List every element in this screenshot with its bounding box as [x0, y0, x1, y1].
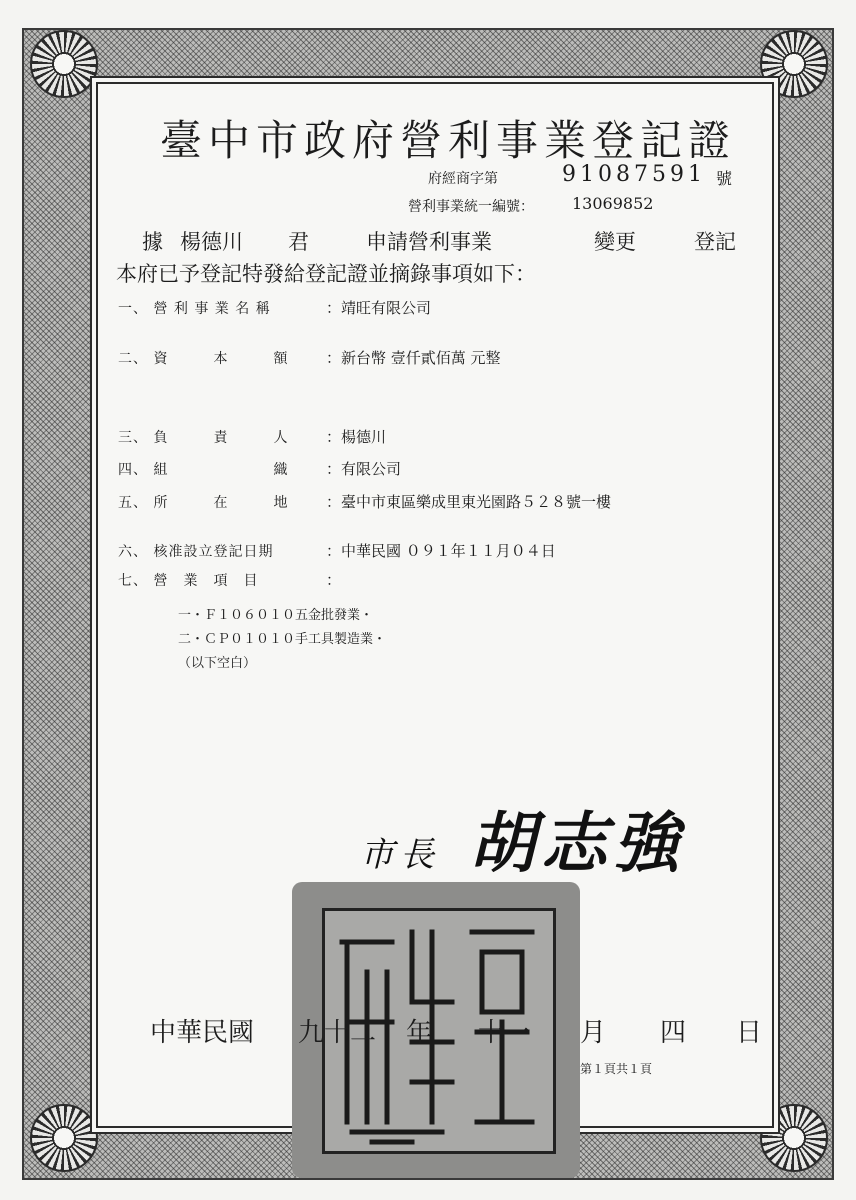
- corner-emblem-icon: [30, 30, 98, 98]
- intro-word: 君: [288, 230, 309, 254]
- field-label: 五、 所 在 地: [118, 495, 289, 511]
- field-label: 六、 核准設立登記日期: [118, 544, 274, 560]
- intro-statement: 本府已予登記特發給登記證並摘錄事項如下：: [116, 262, 536, 286]
- date-month-unit: 月: [580, 1018, 607, 1048]
- field-label: 一、 營 利 事 業 名 稱: [118, 301, 271, 317]
- application-type: 申請營利事業: [366, 230, 492, 254]
- unified-number-label: 營利事業統一編號：: [408, 199, 534, 215]
- field-value: ：中華民國 ０９１年１１月０４日: [326, 542, 556, 560]
- field-label: 二、 資 本 額: [118, 351, 289, 367]
- intro-word: 登記: [694, 230, 736, 254]
- field-value: ：臺中市東區樂成里東光園路５２８號一樓: [326, 493, 612, 511]
- date-year-unit: 年: [406, 1018, 433, 1048]
- license-number: 91087591: [562, 162, 706, 187]
- business-item: 二・ＣＰ０１０１０手工具製造業・: [178, 632, 387, 647]
- mayor-signature: [360, 790, 685, 885]
- date-era: 中華民國: [150, 1018, 255, 1048]
- field-value: ：楊德川: [326, 428, 387, 446]
- field-value: ：有限公司: [326, 460, 402, 478]
- field-value: ：靖旺有限公司: [326, 299, 432, 317]
- signature-title: 市長: [360, 835, 440, 875]
- applicant-name: 楊德川: [180, 230, 243, 254]
- certificate-title: 臺中市政府營利事業登記證: [160, 116, 737, 165]
- field-value: ：新台幣 壹仟貳佰萬 元整: [326, 349, 501, 367]
- corner-emblem-icon: [30, 1104, 98, 1172]
- business-item-end-note: （以下空白）: [178, 656, 257, 671]
- unified-number: 13069852: [572, 194, 654, 213]
- license-number-suffix: 號: [716, 169, 733, 188]
- date-day-unit: 日: [736, 1018, 763, 1048]
- intro-word: 據: [142, 230, 163, 254]
- page-count: 第１頁共１頁: [580, 1062, 653, 1076]
- date-year: 九十二: [298, 1018, 377, 1048]
- date-month: 十一: [478, 1018, 531, 1048]
- business-item: 一・Ｆ１０６０１０五金批發業・: [178, 608, 374, 623]
- application-change: 變更: [594, 230, 636, 254]
- signature-name: 胡志強: [468, 804, 685, 882]
- field-value: ：: [326, 571, 342, 589]
- field-label: 四、 組 織: [118, 462, 289, 478]
- field-label: 七、 營 業 項 目: [118, 573, 259, 589]
- field-label: 三、 負 責 人: [118, 430, 289, 446]
- date-day: 四: [660, 1018, 687, 1048]
- license-number-label: 府經商字第: [428, 171, 498, 187]
